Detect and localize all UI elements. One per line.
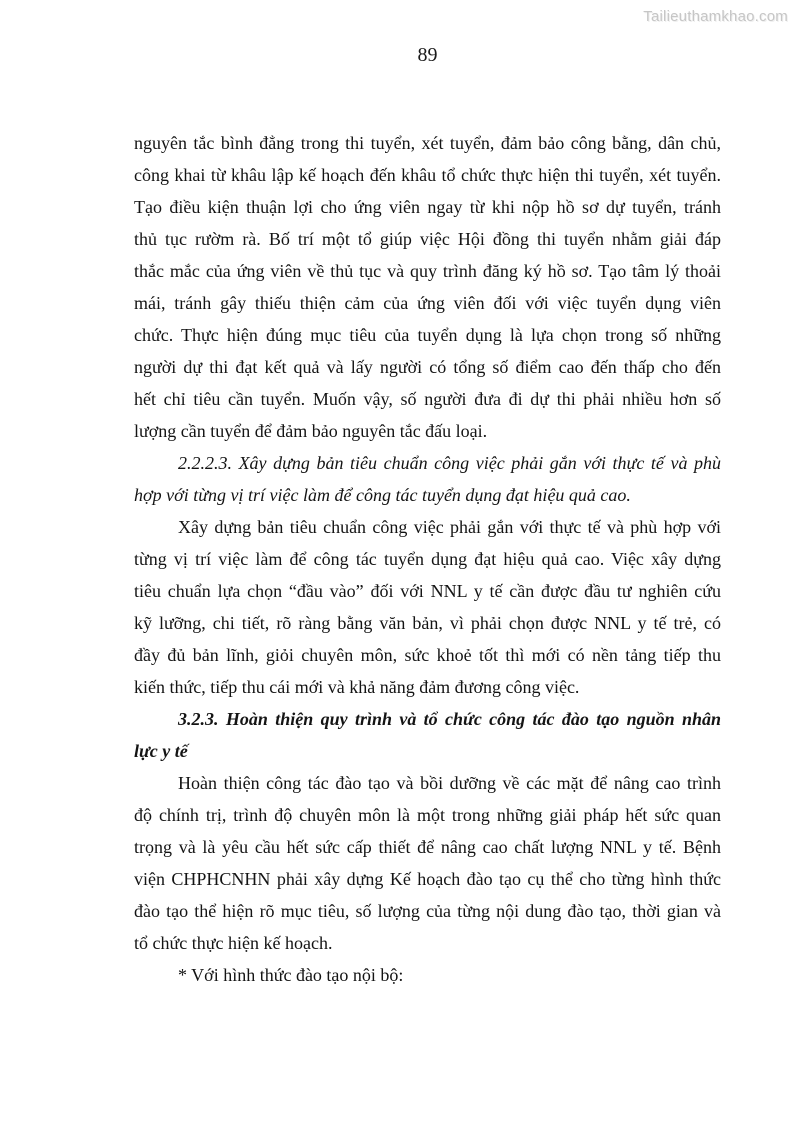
text-line: * Với hình thức đào tạo nội bộ: (178, 965, 404, 985)
text-line: từng vị trí việc làm để công tác tuyển dụng đạt hiệu quả cao. Việc xây dựng (134, 549, 721, 569)
text-line: Tạo điều kiện thuận lợi cho ứng viên ngay từ khi nộp hồ sơ dự tuyển, tránh (134, 197, 721, 217)
text-line: 3.2.3. Hoàn thiện quy trình và tổ chức công tác đào tạo nguồn nhân (178, 709, 721, 729)
text-line: công khai từ khâu lập kế hoạch đến khâu tổ chức thực hiện thi tuyển, xét tuyển. (134, 165, 721, 185)
text-line: 2.2.2.3. Xây dựng bản tiêu chuẩn công việc phải gắn với thực tế và phù (178, 453, 721, 473)
text-line: đầy đủ bản lĩnh, giỏi chuyên môn, sức khoẻ tốt thì mới có nền tảng tiếp thu (134, 645, 721, 665)
text-line: trọng và là yêu cầu hết sức cấp thiết để nâng cao chất lượng NNL y tế. Bệnh (134, 837, 721, 857)
text-line: tổ chức thực hiện kế hoạch. (134, 933, 333, 953)
text-line: độ chính trị, trình độ chuyên môn là một trong những giải pháp hết sức quan (134, 805, 721, 825)
text-line: đào tạo thể hiện rõ mục tiêu, số lượng của từng nội dung đào tạo, thời gian và (134, 901, 721, 921)
text-line: Xây dựng bản tiêu chuẩn công việc phải gắn với thực tế và phù hợp với (178, 517, 721, 537)
page-number: 89 (417, 44, 438, 66)
watermark: Tailieuthamkhao.com (643, 8, 788, 25)
text-line: tiêu chuẩn lựa chọn “đầu vào” đối với NNL y tế cần được đầu tư nghiên cứu (134, 581, 721, 601)
text-line: người dự thi đạt kết quả và lấy người có tổng số điểm cao đến thấp cho đến (134, 357, 721, 377)
text-line: thủ tục rườm rà. Bố trí một tổ giúp việc Hội đồng thi tuyển nhằm giải đáp (134, 229, 721, 249)
text-line: Hoàn thiện công tác đào tạo và bồi dưỡng về các mặt để nâng cao trình (178, 773, 721, 793)
text-line: chức. Thực hiện đúng mục tiêu của tuyển dụng là lựa chọn trong số những (134, 325, 721, 345)
text-line: hết chỉ tiêu cần tuyển. Muốn vậy, số người đưa đi dự thi phải nhiều hơn số (134, 389, 721, 409)
text-line: lượng cần tuyển để đảm bảo nguyên tắc đấu loại. (134, 421, 488, 441)
text-line: hợp với từng vị trí việc làm để công tác tuyển dụng đạt hiệu quả cao. (134, 485, 631, 505)
text-line: kiến thức, tiếp thu cái mới và khả năng đảm đương công việc. (134, 677, 580, 697)
text-line: kỹ lưỡng, chi tiết, rõ ràng bằng văn bản, vì phải chọn được NNL y tế trẻ, có (134, 613, 721, 633)
text-line: viện CHPHCNHN phải xây dựng Kế hoạch đào tạo cụ thể cho từng hình thức (134, 869, 721, 889)
text-line: lực y tế (134, 741, 188, 761)
text-block (134, 127, 721, 991)
text-line: thắc mắc của ứng viên về thủ tục và quy trình đăng ký hồ sơ. Tạo tâm lý thoải (134, 261, 721, 281)
text-line: mái, tránh gây thiếu thiện cảm của ứng viên đối với việc tuyển dụng viên (134, 293, 721, 313)
text-line: nguyên tắc bình đẳng trong thi tuyển, xét tuyển, đảm bảo công bằng, dân chủ, (134, 133, 721, 153)
